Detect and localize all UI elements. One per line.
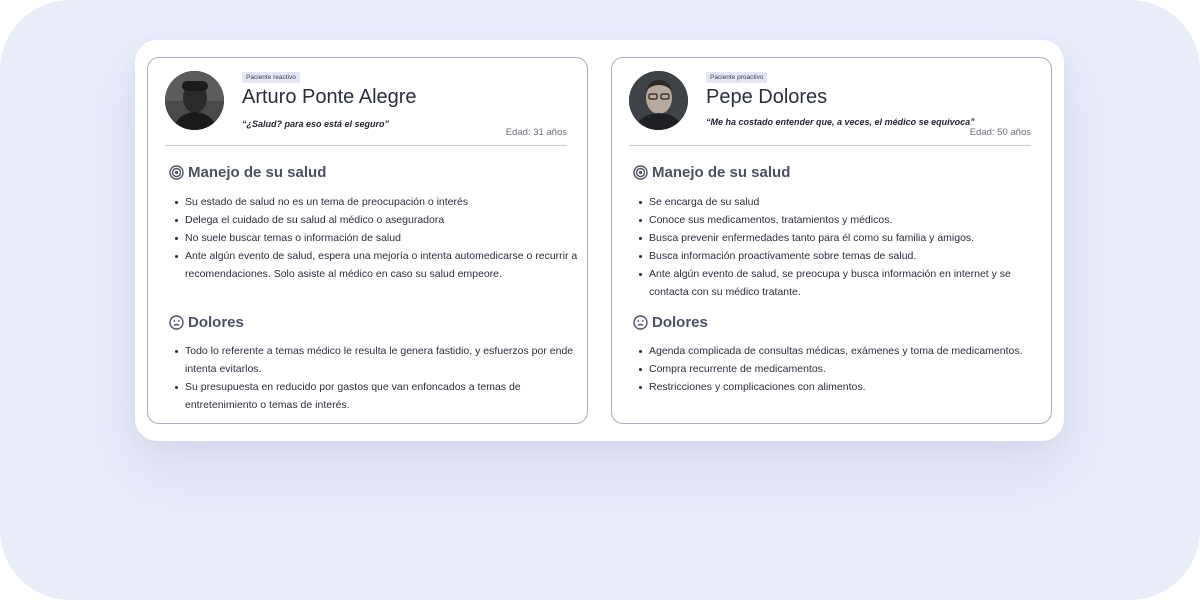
list-item: Agenda complicada de consultas médicas, exámenes y toma de medicamentos.	[638, 342, 1042, 360]
avatar	[165, 71, 224, 130]
list-item: Su presupuesta en reducido por gastos que van enfoncados a temas de entretenimiento o temas de interés.	[174, 378, 578, 414]
persona-age: Edad: 31 años	[505, 127, 567, 138]
persona-card-proactive	[611, 57, 1052, 424]
persona-age: Edad: 50 años	[969, 127, 1031, 138]
list-item: Busca información proactivamente sobre temas de salud.	[638, 247, 1042, 265]
section-title-text: Manejo de su salud	[652, 164, 791, 181]
sad-face-icon	[169, 315, 184, 330]
header-divider	[629, 145, 1031, 146]
list-item: Su estado de salud no es un tema de preocupación o interés	[174, 193, 578, 211]
pains-list	[174, 342, 578, 414]
list-item: Busca prevenir enfermedades tanto para él como su familia y amigos.	[638, 229, 1042, 247]
section-title-pains	[169, 314, 244, 331]
list-item: Todo lo referente a temas médico le resulta le genera fastidio, y esfuerzos por ende intenta evitarlos.	[174, 342, 578, 378]
header-divider	[165, 145, 567, 146]
persona-board	[135, 40, 1064, 441]
persona-name: Pepe Dolores	[706, 86, 828, 108]
list-item: Compra recurrente de medicamentos.	[638, 360, 1042, 378]
target-icon	[169, 165, 184, 180]
persona-quote: “Me ha costado entender que, a veces, el médico se equivoca”	[706, 117, 975, 127]
list-item: Delega el cuidado de su salud al médico o aseguradora	[174, 211, 578, 229]
list-item: Ante algún evento de salud, espera una mejoría o intenta automedicarse o recurrir a recomendaciones. Solo asiste al médico en caso su salud empeore.	[174, 247, 578, 283]
section-title-text: Dolores	[188, 314, 244, 331]
persona-name: Arturo Ponte Alegre	[242, 86, 417, 108]
health-list	[638, 193, 1042, 301]
section-title-health	[633, 164, 790, 181]
persona-card-reactive	[147, 57, 588, 424]
persona-tag: Paciente proactivo	[706, 72, 767, 83]
section-title-text: Dolores	[652, 314, 708, 331]
sad-face-icon	[633, 315, 648, 330]
persona-tag: Paciente reactivo	[242, 72, 300, 83]
list-item: No suele buscar temas o información de salud	[174, 229, 578, 247]
section-title-text: Manejo de su salud	[188, 164, 327, 181]
target-icon	[633, 165, 648, 180]
pains-list	[638, 342, 1042, 396]
list-item: Se encarga de su salud	[638, 193, 1042, 211]
avatar	[629, 71, 688, 130]
list-item: Ante algún evento de salud, se preocupa y busca información en internet y se contacta con su médico tratante.	[638, 265, 1042, 301]
section-title-pains	[633, 314, 708, 331]
section-title-health	[169, 164, 326, 181]
list-item: Conoce sus medicamentos, tratamientos y médicos.	[638, 211, 1042, 229]
list-item: Restricciones y complicaciones con alimentos.	[638, 378, 1042, 396]
persona-quote: “¿Salud? para eso está el seguro”	[242, 119, 390, 129]
health-list	[174, 193, 578, 283]
